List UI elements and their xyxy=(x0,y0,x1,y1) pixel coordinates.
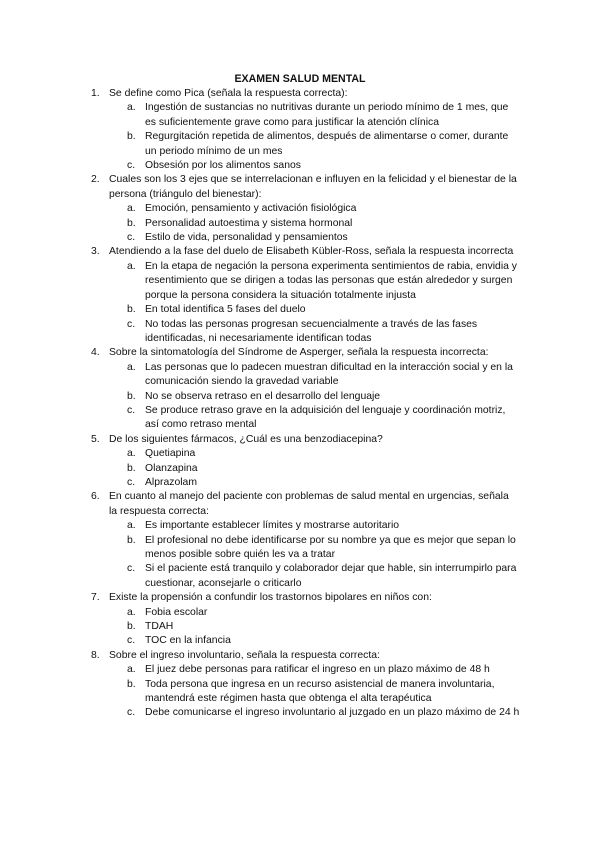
question-3 xyxy=(0,245,600,346)
option-text: El juez debe personas para ratificar el ingreso en un plazo máximo de 48 h xyxy=(145,664,490,676)
option-text: Olanzapina xyxy=(145,462,198,474)
question-number: 2. xyxy=(91,174,100,186)
answer-option xyxy=(0,361,600,390)
question-7 xyxy=(0,591,600,649)
answer-option xyxy=(0,130,600,159)
answer-option xyxy=(0,534,600,563)
option-list xyxy=(0,202,600,245)
option-text: Fobia escolar xyxy=(145,606,208,618)
option-letter: b. xyxy=(127,621,136,633)
answer-option xyxy=(0,390,600,404)
question-text: Cuales son los 3 ejes que se interrelacionan e influyen en la felicidad y el bienestar de la persona (triángulo del bienestar): xyxy=(109,174,517,200)
question-text: Sobre la sintomatología del Síndrome de Asperger, señala la respuesta incorrecta: xyxy=(109,347,489,359)
question-text: Sobre el ingreso involuntario, señala la respuesta correcta: xyxy=(109,649,380,661)
answer-option xyxy=(0,606,600,620)
option-list xyxy=(0,663,600,721)
answer-option xyxy=(0,562,600,591)
answer-option xyxy=(0,620,600,634)
question-6 xyxy=(0,490,600,591)
option-letter: a. xyxy=(127,361,136,373)
question-number: 3. xyxy=(91,246,100,258)
option-list xyxy=(0,447,600,490)
option-text: Regurgitación repetida de alimentos, después de alimentarse o comer, durante un periodo mínimo de un mes xyxy=(145,131,509,157)
option-letter: b. xyxy=(127,390,136,402)
answer-option xyxy=(0,634,600,648)
question-text: En cuanto al manejo del paciente con problemas de salud mental en urgencias, señala la respuesta correcta: xyxy=(109,491,509,517)
answer-option xyxy=(0,706,600,720)
option-text: Si el paciente está tranquilo y colaborador dejar que hable, sin interrumpirlo para cuestionar, aconsejarle o criticarlo xyxy=(145,563,517,589)
option-letter: b. xyxy=(127,678,136,690)
option-letter: c. xyxy=(127,563,136,575)
answer-option xyxy=(0,159,600,173)
question-text: De los siguientes fármacos, ¿Cuál es una benzodiacepina? xyxy=(109,433,383,445)
option-text: En la etapa de negación la persona experimenta sentimientos de rabia, envidia y resentimiento que se dirigen a todas las personas que están alrededor y surgen porque la persona considera la situación totalmente injusta xyxy=(145,260,517,301)
option-list xyxy=(0,519,600,591)
question-4 xyxy=(0,346,600,432)
option-letter: a. xyxy=(127,102,136,114)
question-8 xyxy=(0,649,600,721)
question-number: 6. xyxy=(91,491,100,503)
option-text: En total identifica 5 fases del duelo xyxy=(145,304,306,316)
option-letter: b. xyxy=(127,304,136,316)
option-text: TOC en la infancia xyxy=(145,635,231,647)
option-letter: c. xyxy=(127,635,136,647)
option-text: Quetiapina xyxy=(145,448,196,460)
question-number: 5. xyxy=(91,433,100,445)
option-letter: c. xyxy=(127,160,136,172)
option-letter: b. xyxy=(127,217,136,229)
option-letter: c. xyxy=(127,707,136,719)
option-text: El profesional no debe identificarse por su nombre ya que es mejor que sepan lo menos posible sobre quién les va a tratar xyxy=(145,534,516,560)
option-list xyxy=(0,101,600,173)
option-letter: a. xyxy=(127,448,136,460)
option-list xyxy=(0,260,600,346)
question-text: Se define como Pica (señala la respuesta correcta): xyxy=(109,88,348,99)
question-number: 1. xyxy=(91,88,100,99)
option-text: Emoción, pensamiento y activación fisiológica xyxy=(145,203,357,215)
answer-option xyxy=(0,318,600,347)
answer-option xyxy=(0,404,600,433)
answer-option xyxy=(0,303,600,317)
answer-option xyxy=(0,260,600,303)
option-text: TDAH xyxy=(145,621,174,633)
option-text: Toda persona que ingresa en un recurso asistencial de manera involuntaria, mantendrá este régimen hasta que obtenga el alta terapéutica xyxy=(145,678,495,705)
answer-option xyxy=(0,462,600,476)
option-text: Personalidad autoestima y sistema hormonal xyxy=(145,217,353,229)
option-letter: c. xyxy=(127,318,136,330)
option-text: Es importante establecer límites y mostrarse autoritario xyxy=(145,520,400,532)
answer-option xyxy=(0,231,600,245)
option-letter: b. xyxy=(127,462,136,474)
option-letter: b. xyxy=(127,534,136,546)
question-2 xyxy=(0,173,600,245)
question-list xyxy=(0,87,600,721)
option-text: Debe comunicarse el ingreso involuntario al juzgado en un plazo máximo de 24 h xyxy=(145,707,520,719)
option-letter: b. xyxy=(127,131,136,143)
question-5 xyxy=(0,433,600,491)
option-text: Estilo de vida, personalidad y pensamientos xyxy=(145,232,348,244)
option-letter: a. xyxy=(127,260,136,272)
question-number: 8. xyxy=(91,649,100,661)
answer-option xyxy=(0,202,600,216)
answer-option xyxy=(0,476,600,490)
option-letter: a. xyxy=(127,664,136,676)
option-letter: c. xyxy=(127,404,136,416)
option-list xyxy=(0,361,600,433)
option-text: No se observa retraso en el desarrollo del lenguaje xyxy=(145,390,381,402)
question-text: Atendiendo a la fase del duelo de Elisabeth Kübler-Ross, señala la respuesta incorrecta xyxy=(109,246,514,258)
option-letter: a. xyxy=(127,203,136,215)
option-text: Las personas que lo padecen muestran dificultad en la interacción social y en la comunicación siendo la gravedad variable xyxy=(145,361,513,388)
answer-option xyxy=(0,101,600,130)
answer-option xyxy=(0,519,600,533)
option-letter: a. xyxy=(127,606,136,618)
answer-option xyxy=(0,678,600,707)
answer-option xyxy=(0,217,600,231)
option-letter: c. xyxy=(127,476,136,488)
option-text: Obsesión por los alimentos sanos xyxy=(145,160,301,172)
option-letter: c. xyxy=(127,232,136,244)
answer-option xyxy=(0,447,600,461)
option-text: Alprazolam xyxy=(145,476,197,488)
option-list xyxy=(0,606,600,649)
option-text: No todas las personas progresan secuencialmente a través de las fases identificadas, ni necesariamente identifican todas xyxy=(145,318,478,344)
option-text: Ingestión de sustancias no nutritivas durante un periodo mínimo de 1 mes, que es suficientemente grave como para justificar la atención clínica xyxy=(145,102,509,128)
question-text: Existe la propensión a confundir los trastornos bipolares en niños con: xyxy=(109,592,432,604)
option-text: Se produce retraso grave en la adquisición del lenguaje y coordinación motriz, así como retraso mental xyxy=(145,404,506,431)
question-number: 4. xyxy=(91,347,100,359)
question-number: 7. xyxy=(91,592,100,604)
option-letter: a. xyxy=(127,520,136,532)
question-1 xyxy=(0,87,600,173)
exam-title: EXAMEN SALUD MENTAL xyxy=(234,73,366,85)
answer-option xyxy=(0,663,600,677)
